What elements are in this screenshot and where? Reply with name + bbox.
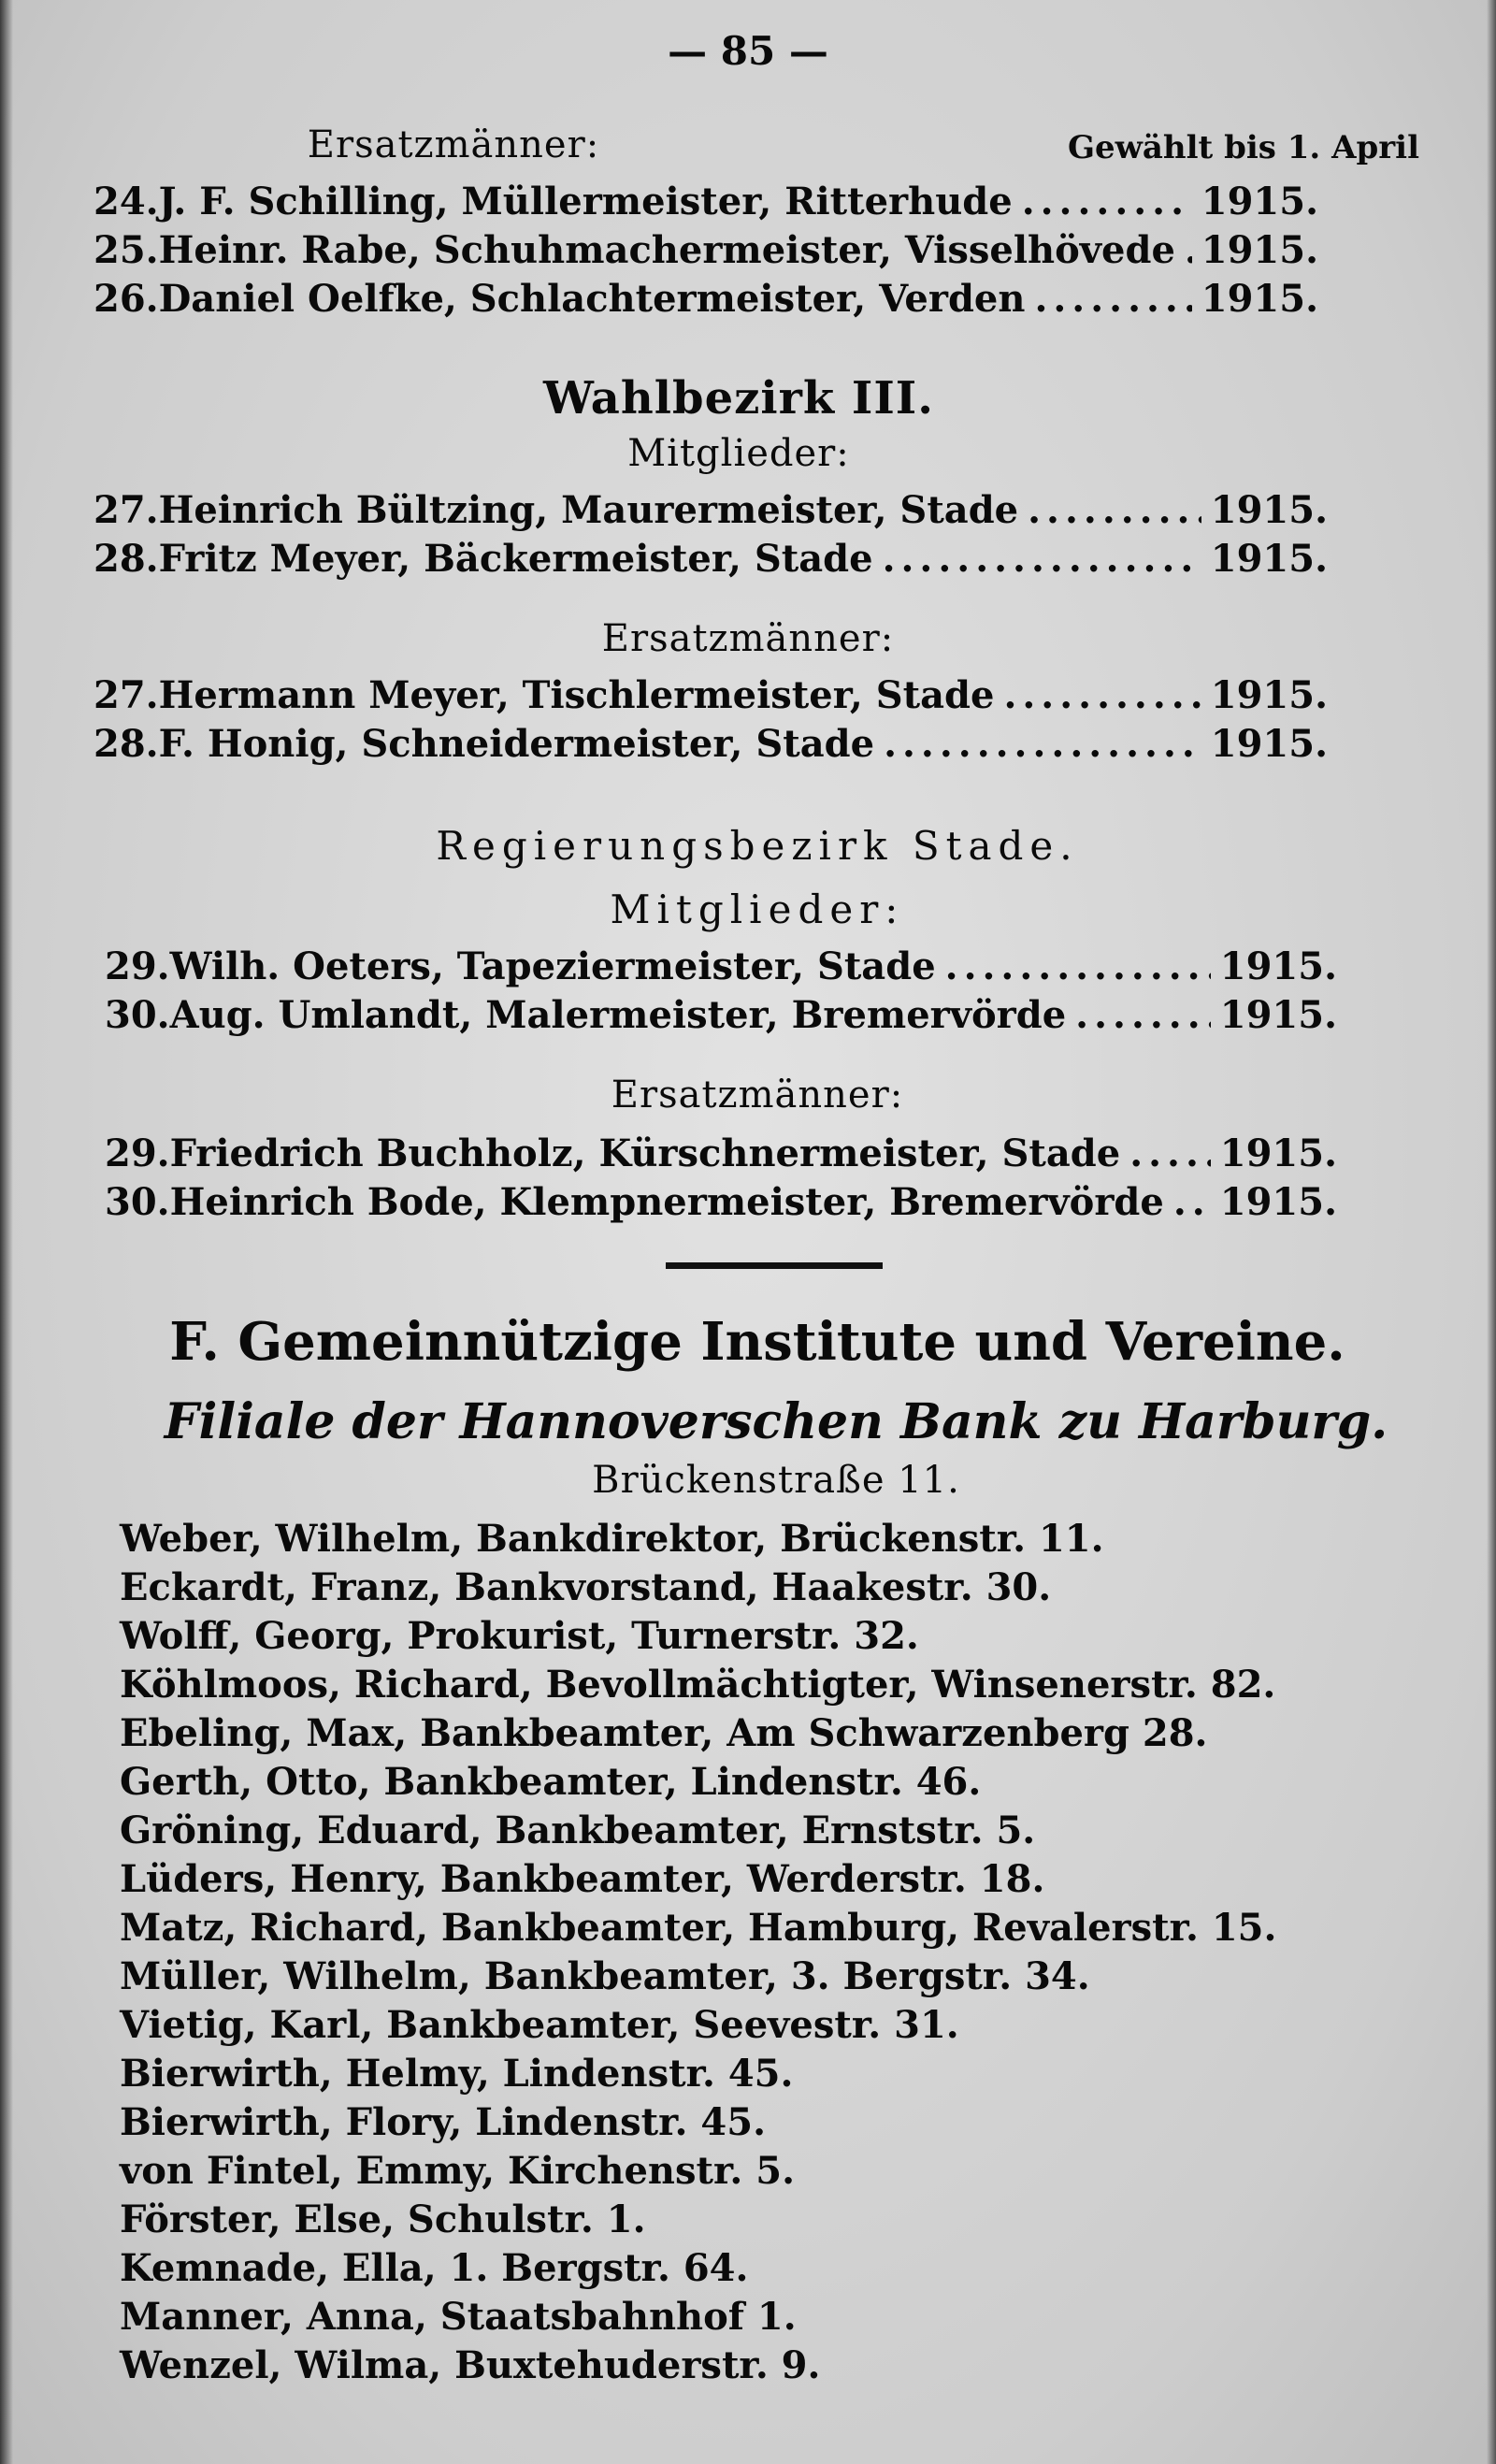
list-item: 29. Friedrich Buchholz, Kürschnermeister, Stade ..... 1915. [105,1131,1337,1180]
list-item: Müller, Wilhelm, Bankbeamter, 3. Bergstr. 34. [120,1954,1090,1998]
substitutes-heading-3: Ersatzmänner: [611,1073,904,1117]
list-item: Gerth, Otto, Bankbeamter, Lindenstr. 46. [120,1760,982,1804]
list-item: 26. Daniel Oelfke, Schlachtermeister, Verden ..... 1915. [94,277,1318,325]
list-item: Manner, Anna, Staatsbahnhof 1. [120,2295,797,2339]
bank-title: Filiale der Hannoverschen Bank zu Harburg. [164,1393,1388,1450]
list-item: Ebeling, Max, Bankbeamter, Am Schwarzenberg 28. [120,1711,1208,1755]
list-item: 27. Hermann Meyer, Tischlermeister, Stade ..... 1915. [94,673,1328,722]
wahlbezirk-title: Wahlbezirk III. [543,372,934,425]
substitutes-heading-2: Ersatzmänner: [601,617,895,660]
list-item: Weber, Wilhelm, Bankdirektor, Brückenstr. 11. [120,1517,1104,1561]
members-heading: Mitglieder: [610,886,905,932]
list-item: Vietig, Karl, Bankbeamter, Seevestr. 31. [120,2003,959,2047]
divider-rule [666,1262,883,1269]
list-item: 27. Heinrich Bültzing, Maurermeister, Stade ..... 1915. [94,488,1328,537]
regierungsbezirk-title: Regierungsbezirk Stade. [436,823,1079,869]
list-item: 30. Heinrich Bode, Klempnermeister, Bremervörde ..... 1915. [105,1180,1337,1229]
list-item: Matz, Richard, Bankbeamter, Hamburg, Revalerstr. 15. [120,1906,1277,1950]
list-item: Köhlmoos, Richard, Bevollmächtigter, Winsenerstr. 82. [120,1663,1276,1707]
list-item: Wenzel, Wilma, Buxtehuderstr. 9. [120,2343,821,2387]
section-f-title: F. Gemeinnützige Institute und Vereine. [169,1311,1345,1373]
list-item: 25. Heinr. Rabe, Schuhmachermeister, Visselhövede ..... 1915. [94,228,1318,277]
list-item: Förster, Else, Schulstr. 1. [120,2197,646,2241]
list-item: 24. J. F. Schilling, Müllermeister, Ritterhude ..... 1915. [94,180,1318,228]
list-item: 28. F. Honig, Schneidermeister, Stade ..... 1915. [94,722,1328,771]
bank-address: Brückenstraße 11. [592,1459,960,1502]
list-item: Gröning, Eduard, Bankbeamter, Ernststr. 5. [120,1808,1036,1852]
list-item: von Fintel, Emmy, Kirchenstr. 5. [120,2149,795,2193]
list-item: Lüders, Henry, Bankbeamter, Werderstr. 18. [120,1857,1045,1901]
substitutes-heading-1: Ersatzmänner: [307,123,600,166]
page-number: — 85 — [668,28,828,74]
list-item: Eckardt, Franz, Bankvorstand, Haakestr. 30. [120,1565,1052,1609]
list-item: Bierwirth, Flory, Lindenstr. 45. [120,2100,766,2144]
list-item: Bierwirth, Helmy, Lindenstr. 45. [120,2052,794,2096]
list-item: Kemnade, Ella, 1. Bergstr. 64. [120,2246,749,2290]
list-item: 28. Fritz Meyer, Bäckermeister, Stade ..... 1915. [94,537,1328,585]
list-item: Wolff, Georg, Prokurist, Turnerstr. 32. [120,1614,919,1658]
members-heading: Mitglieder: [627,432,850,475]
list-item: 30. Aug. Umlandt, Malermeister, Bremervörde ..... 1915. [105,993,1337,1042]
elected-until-note: Gewählt bis 1. April [1067,129,1419,166]
list-item: 29. Wilh. Oeters, Tapeziermeister, Stade ..... 1915. [105,944,1337,993]
